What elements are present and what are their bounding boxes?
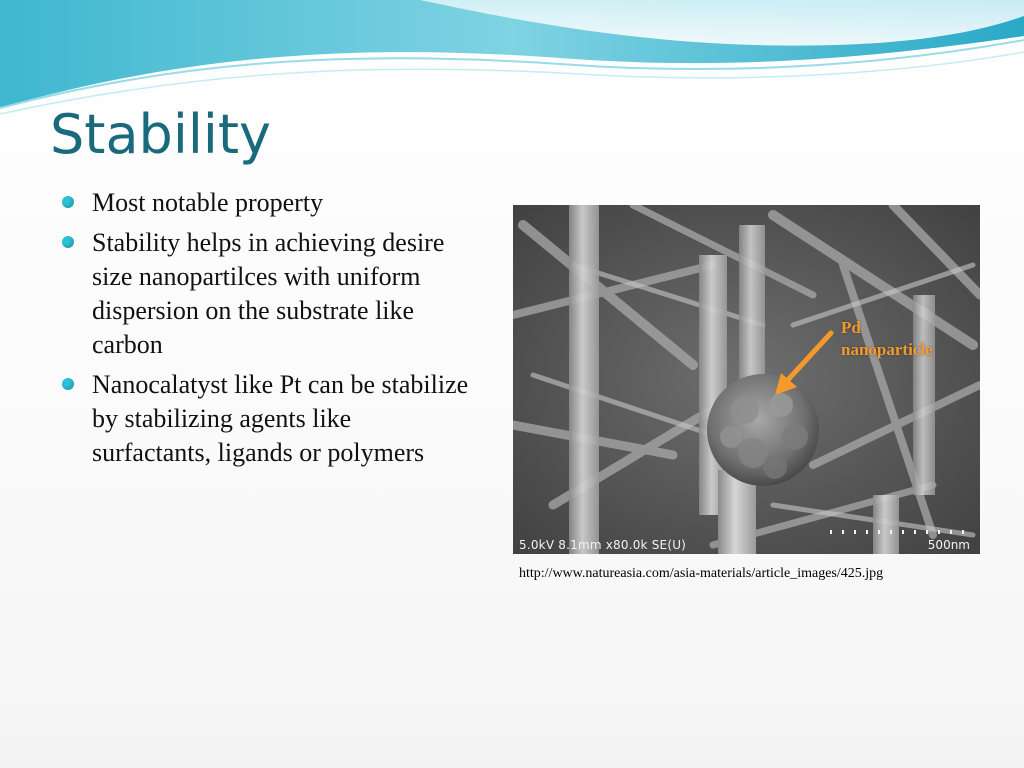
nanoparticle-cluster — [707, 374, 819, 486]
micrograph-illustration — [513, 205, 980, 554]
bullet-list — [62, 186, 472, 476]
image-source-caption: http://www.natureasia.com/asia-materials/article_images/425.jpg — [519, 566, 884, 581]
pd-nanoparticle-label — [841, 317, 933, 361]
bullet-text: Nanocalatyst like Pt can be stabilize by stabilizing agents like surfactants, ligands or polymers — [92, 370, 469, 467]
scale-bar — [830, 530, 964, 534]
bullet-dot-icon — [62, 196, 74, 208]
bullet-item — [62, 368, 472, 470]
header-wave-decoration — [0, 0, 1024, 120]
bullet-dot-icon — [62, 378, 74, 390]
slide-title: Stability — [50, 103, 271, 166]
bullet-text: Stability helps in achieving desire size nanopartilces with uniform dispersion on the substrate like carbon — [92, 228, 445, 359]
bullet-text: Most notable property — [92, 188, 324, 217]
bullet-dot-icon — [62, 236, 74, 248]
sem-micrograph-image — [513, 205, 980, 554]
scale-label: 500nm — [927, 538, 970, 552]
sem-info-label: 5.0kV 8.1mm x80.0k SE(U) — [519, 538, 687, 552]
bullet-item — [62, 186, 472, 220]
bullet-item — [62, 226, 472, 362]
annotation-line-1: Pd — [841, 318, 861, 337]
annotation-line-2: nanoparticle — [841, 340, 933, 359]
